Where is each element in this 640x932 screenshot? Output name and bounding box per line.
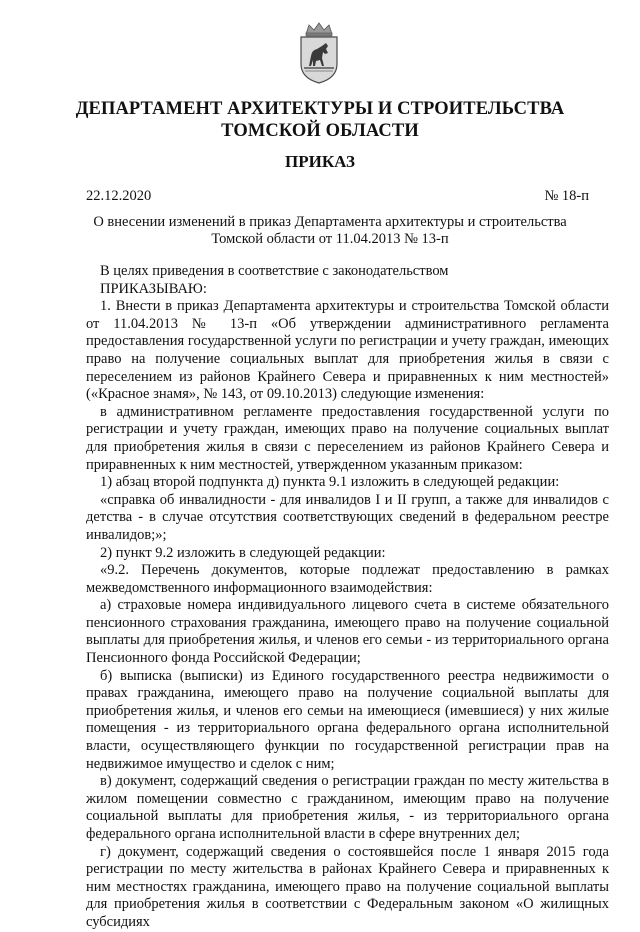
paragraph: г) документ, содержащий сведения о состоявшейся после 1 января 2015 года регистрации по месту жительства в районах Крайнего Севера и приравненных к ним местностях гражданина, имеющего право на получение социальной выплаты для приобретения жилья в соответствии с Федеральным законом «О жилищных субсидиях	[86, 843, 609, 930]
paragraph: 1. Внести в приказ Департамента архитектуры и строительства Томской области от 11.04.2013 № 13-п «Об утверждении административного регламента предоставления государственной услуги по регистрации и учету граждан, имеющих право на получение социальных выплат для приобретения жилья в связи с переселением из районов Крайнего Севера и приравненных к ним местностей» («Красное знамя», № 143, от 09.10.2013) следующие изменения:	[86, 298, 609, 403]
order-date: 22.12.2020	[86, 188, 152, 204]
paragraph: «справка об инвалидности - для инвалидов I и II групп, а также для инвалидов с детства - в случае отсутствия соответствующих сведений в федеральном реестре инвалидов;»;	[86, 491, 609, 543]
department-name	[40, 98, 600, 142]
department-name-line2: ТОМСКОЙ ОБЛАСТИ	[221, 121, 419, 141]
coat-of-arms-icon	[289, 20, 349, 86]
order-number: № 18-п	[544, 188, 589, 204]
paragraph: В целях приведения в соответствие с законодательством	[100, 263, 449, 279]
paragraph: б) выписка (выписки) из Единого государственного реестра недвижимости о правах гражданина, имеющего право на получение социальной выплаты для приобретения жилья, и членов его семьи на имеющиеся (имевшиеся) у них жилые помещения - из территориального органа федерального органа исполнительной власти, осуществляющего функции по государственной регистрации прав на недвижимое имущество и сделок с ним;	[86, 667, 609, 772]
paragraph: 2) пункт 9.2 изложить в следующей редакции:	[100, 544, 386, 561]
paragraph: а) страховые номера индивидуального лицевого счета в системе обязательного пенсионного страхования гражданина, имеющего право на получение социальной выплаты для приобретения жилья, и членов его семьи - из территориального органа Пенсионного фонда Российской Федерации;	[86, 597, 609, 667]
paragraph: 1) абзац второй подпункта д) пункта 9.1 изложить в следующей редакции:	[100, 474, 560, 491]
paragraph: ПРИКАЗЫВАЮ:	[100, 280, 207, 297]
order-subject: О внесении изменений в приказ Департамента архитектуры и строительства Томской области от 11.04.2013 № 13-п	[93, 214, 567, 247]
document-type: ПРИКАЗ	[285, 152, 355, 171]
paragraph: в административном регламенте предоставления государственной услуги по регистрации и учету граждан, имеющих право на получение социальных выплат для приобретения жилья в связи с переселением из районов Крайнего Севера и приравненных к ним местностей, утвержденном указанным приказом:	[86, 403, 609, 473]
department-name-line1: ДЕПАРТАМЕНТ АРХИТЕКТУРЫ И СТРОИТЕЛЬСТВА	[75, 99, 565, 119]
order-body	[86, 263, 609, 932]
paragraph: в) документ, содержащий сведения о регистрации граждан по месту жительства в жилом помещении совместно с гражданином, имеющим право на получение социальной выплаты для приобретения жилья, - из территориального органа федерального органа исполнительной власти в сфере внутренних дел;	[86, 773, 609, 842]
paragraph: «9.2. Перечень документов, которые подлежат предоставлению в рамках межведомственного информационного взаимодействия:	[86, 562, 609, 596]
